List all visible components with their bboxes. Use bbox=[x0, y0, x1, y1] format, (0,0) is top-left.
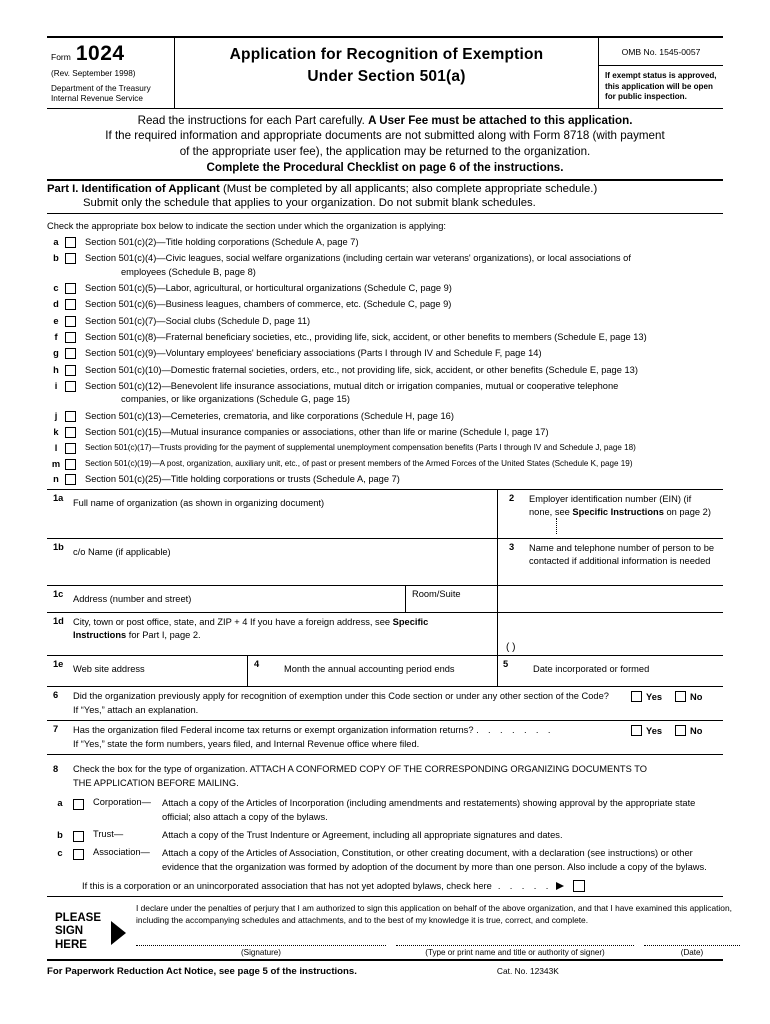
field-label: Date incorporated or formed bbox=[533, 664, 650, 675]
checkbox-row-k[interactable] bbox=[47, 426, 723, 439]
question-6-yesno bbox=[631, 690, 723, 717]
instruction-line-1 bbox=[47, 113, 723, 129]
field-label bbox=[529, 493, 717, 518]
field-1c-group bbox=[47, 586, 497, 612]
item-text-cont: companies, or like organizations (Schedule G, page 15) bbox=[121, 394, 350, 405]
field-row-1d bbox=[47, 613, 723, 656]
signature-block bbox=[47, 897, 732, 961]
field-label: Address (number and street) bbox=[73, 594, 192, 605]
question-7 bbox=[47, 721, 723, 755]
field-1a[interactable] bbox=[47, 490, 497, 538]
item-text bbox=[76, 331, 647, 344]
field-number: 2 bbox=[509, 493, 515, 504]
item-text-main: Section 501(c)(6)—Business leagues, chambers of commerce, etc. (Schedule C, page 9) bbox=[85, 299, 452, 310]
question-6-yes[interactable] bbox=[631, 691, 662, 702]
question-6-line-1: Did the organization previously apply for recognition of exemption under this Code section or under any other section of the Code? bbox=[73, 691, 609, 702]
room-suite-label: Room/Suite bbox=[412, 589, 461, 600]
instruction-line-3: of the appropriate user fee), the application may be returned to the organization. bbox=[179, 145, 591, 159]
checkbox-501c6[interactable] bbox=[65, 299, 76, 310]
question-7-line-1: Has the organization filed Federal income tax returns or exempt organization information returns? bbox=[73, 725, 474, 736]
form-number: 1024 bbox=[75, 42, 125, 65]
sign-here-arrow-icon bbox=[111, 921, 126, 945]
no-bylaws-text: If this is a corporation or an unincorporated association that has not yet adopted bylaws, check here bbox=[82, 880, 492, 891]
item-text-main: Section 501(c)(25)—Title holding corporations or trusts (Schedule A, page 7) bbox=[85, 473, 400, 484]
org-type-label: Corporation— bbox=[93, 797, 151, 808]
question-7-yesno bbox=[631, 724, 723, 751]
field-2-specific-instructions: Specific Instructions bbox=[572, 506, 664, 517]
checkbox-row-l[interactable] bbox=[47, 442, 723, 454]
question-7-no[interactable] bbox=[675, 725, 702, 736]
item-text-main: Section 501(c)(15)—Mutual insurance companies or associations, other than life or marine (Schedule I, page 17) bbox=[85, 427, 549, 438]
item-letter: f bbox=[54, 332, 58, 343]
part-1-subheading: Submit only the schedule that applies to your organization. Do not submit blank schedules. bbox=[83, 197, 536, 210]
item-text bbox=[76, 458, 633, 469]
item-letter: l bbox=[54, 443, 58, 454]
printed-name-rule bbox=[396, 944, 634, 946]
part-1-title-note: (Must be completed by all applicants; also complete appropriate schedule.) bbox=[219, 182, 598, 195]
question-8-heading bbox=[47, 763, 723, 790]
checkbox-association[interactable] bbox=[73, 849, 84, 860]
signature-caption: (Signature) bbox=[240, 948, 282, 958]
checkbox-row-i[interactable] bbox=[47, 380, 723, 406]
perjury-declaration: I declare under the penalties of perjury that I am authorized to sign this application on behalf of the above organization, and that I have examined this application, including the accompanying schedules and attachments, and to the best of my knowledge it is true, correct, and complete. bbox=[136, 902, 732, 925]
field-number: 4 bbox=[254, 659, 260, 670]
item-letter: m bbox=[51, 458, 61, 469]
sign-label: SIGN bbox=[55, 925, 84, 938]
checkbox-row-h[interactable] bbox=[47, 364, 723, 377]
item-letter: a bbox=[57, 798, 63, 809]
checkbox-yes[interactable] bbox=[631, 691, 642, 702]
phone-parentheses: ( ) bbox=[506, 642, 516, 654]
item-letter: g bbox=[53, 348, 59, 359]
right-arrow-icon bbox=[556, 882, 564, 890]
field-1e-4-group bbox=[47, 656, 497, 686]
instruction-line-1-plain: Read the instructions for each Part carefully. bbox=[137, 113, 369, 127]
field-row-1c bbox=[47, 586, 723, 613]
field-number: 3 bbox=[509, 542, 515, 553]
date-caption: (Date) bbox=[680, 948, 704, 958]
item-text bbox=[76, 364, 638, 377]
item-letter: b bbox=[53, 253, 59, 264]
checkbox-501c4[interactable] bbox=[65, 253, 76, 264]
checkbox-corporation[interactable] bbox=[73, 799, 84, 810]
checkbox-no-bylaws[interactable] bbox=[573, 880, 585, 892]
item-letter: a bbox=[53, 236, 59, 247]
form-title-line-1: Application for Recognition of Exemption bbox=[229, 46, 544, 63]
org-type-row-trust[interactable] bbox=[47, 829, 723, 843]
field-row-1a-2 bbox=[47, 490, 723, 539]
field-1d-specific: Specific bbox=[392, 617, 429, 628]
paperwork-reduction-notice: For Paperwork Reduction Act Notice, see page 5 of the instructions. bbox=[47, 966, 357, 978]
field-2-label-b-pre: none, see bbox=[529, 506, 573, 517]
question-8-line-2: THE APPLICATION BEFORE MAILING. bbox=[73, 777, 239, 788]
checkbox-501c5[interactable] bbox=[65, 283, 76, 294]
checkbox-trust[interactable] bbox=[73, 831, 84, 842]
form-revision-date: (Rev. September 1998) bbox=[51, 69, 136, 78]
item-text-main: Section 501(c)(19)—A post, organization, auxiliary unit, etc., of past or present members of the Armed Forces of the United States (Schedule K, page 19) bbox=[85, 458, 633, 468]
checkbox-501c2[interactable] bbox=[65, 237, 76, 248]
checkbox-501c7[interactable] bbox=[65, 316, 76, 327]
field-label bbox=[529, 542, 717, 567]
field-row-1b-3 bbox=[47, 539, 723, 586]
field-1d-inner bbox=[47, 616, 493, 641]
item-text-main: Section 501(c)(8)—Fraternal beneficiary societies, etc., providing life, sick, accident, or other benefits to members (Schedule E, page 13) bbox=[85, 332, 647, 343]
question-7-line-2: If “Yes,” state the form numbers, years filed, and Internal Revenue office where filed. bbox=[73, 738, 420, 749]
checkbox-501c25[interactable] bbox=[65, 474, 76, 485]
form-identity-block bbox=[47, 38, 175, 108]
field-3-phone[interactable] bbox=[497, 613, 723, 655]
yes-label: Yes bbox=[646, 691, 663, 702]
field-5-date-incorporated[interactable] bbox=[497, 656, 723, 686]
org-type-row-corporation[interactable] bbox=[47, 797, 723, 825]
field-number: 5 bbox=[503, 659, 509, 670]
signature-lines bbox=[136, 944, 740, 957]
checkbox-row-b[interactable] bbox=[47, 252, 723, 278]
question-number: 8 bbox=[53, 764, 59, 775]
item-letter: i bbox=[54, 381, 58, 392]
item-text bbox=[76, 442, 636, 453]
form-footer bbox=[47, 961, 723, 977]
item-text-cont: employees (Schedule B, page 8) bbox=[121, 266, 256, 277]
org-type-description: Attach a copy of the Trust Indenture or Agreement, including all appropriate signatures and dates. bbox=[162, 829, 563, 840]
no-label: No bbox=[690, 691, 703, 702]
checkbox-501c8[interactable] bbox=[65, 332, 76, 343]
item-letter: d bbox=[53, 299, 59, 310]
field-1c-address[interactable] bbox=[47, 586, 405, 612]
item-text bbox=[76, 473, 400, 486]
applicant-fields-grid bbox=[47, 489, 723, 686]
item-text-main: Section 501(c)(5)—Labor, agricultural, or horticultural organizations (Schedule C, page 9) bbox=[85, 282, 452, 293]
form-word-label: Form bbox=[51, 52, 71, 62]
no-bylaws-line[interactable] bbox=[47, 880, 723, 892]
checkbox-row-n[interactable] bbox=[47, 473, 723, 486]
date-field[interactable] bbox=[644, 944, 740, 957]
please-sign-here-label bbox=[47, 900, 107, 957]
item-letter: h bbox=[53, 364, 59, 375]
question-6-body bbox=[73, 690, 631, 717]
signature-rule bbox=[136, 944, 386, 946]
checkbox-row-f[interactable] bbox=[47, 331, 723, 344]
field-1d-label-pre: City, town or post office, state, and ZIP + 4 If you have a foreign address, see bbox=[73, 617, 393, 628]
field-3-label-b: contacted if additional information is needed bbox=[529, 555, 711, 566]
field-label: Web site address bbox=[73, 664, 145, 675]
department-label: Department of the Treasury bbox=[51, 84, 151, 93]
question-7-dot-leader: . . . . . . . bbox=[476, 725, 554, 736]
field-number: 1a bbox=[53, 493, 64, 504]
item-text bbox=[76, 298, 451, 311]
field-2-label-b-post: on page 2) bbox=[663, 506, 711, 517]
item-letter: c bbox=[57, 847, 63, 858]
form-number-line bbox=[51, 42, 168, 66]
field-1d-instructions: Instructions bbox=[73, 629, 127, 640]
no-bylaws-dot-leader: . . . . . bbox=[497, 880, 552, 891]
catalog-number: Cat. No. 12343K bbox=[496, 966, 559, 977]
ein-dotted-divider bbox=[556, 518, 557, 534]
form-masthead bbox=[47, 36, 723, 108]
question-number: 7 bbox=[53, 724, 59, 735]
item-letter: k bbox=[53, 427, 59, 438]
printed-name-caption: (Type or print name and title or authority of signer) bbox=[425, 948, 605, 958]
field-label: c/o Name (if applicable) bbox=[73, 547, 171, 558]
field-1d-label-post: for Part I, page 2. bbox=[126, 629, 201, 640]
item-text bbox=[76, 282, 452, 295]
checkbox-intro: Check the appropriate box below to indicate the section under which the organization is applying: bbox=[47, 220, 446, 231]
item-text bbox=[76, 410, 454, 423]
checkbox-row-c[interactable] bbox=[47, 282, 723, 295]
field-2-ein[interactable] bbox=[497, 490, 723, 538]
field-number: 1c bbox=[53, 589, 64, 600]
field-1e-website[interactable] bbox=[47, 656, 247, 686]
item-text-main: Section 501(c)(7)—Social clubs (Schedule D, page 11) bbox=[85, 315, 311, 326]
declaration-area bbox=[126, 900, 740, 957]
checkbox-501c15[interactable] bbox=[65, 427, 76, 438]
org-type-description: Attach a copy of the Articles of Incorporation (including amendments and restatements) showing approval by the appropriate state official; also attach a copy of the bylaws. bbox=[162, 798, 696, 822]
item-letter: c bbox=[53, 282, 59, 293]
item-text bbox=[76, 426, 549, 439]
field-3-contact[interactable] bbox=[497, 539, 723, 585]
item-text-main: Section 501(c)(12)—Benevolent life insurance associations, mutual ditch or irrigation companies, mutual or cooperative telephone bbox=[85, 381, 619, 392]
top-instructions bbox=[47, 108, 723, 179]
organization-type-list bbox=[47, 797, 723, 875]
form-1024-page bbox=[47, 36, 732, 978]
checkbox-501c19[interactable] bbox=[65, 459, 76, 470]
item-text bbox=[76, 315, 310, 328]
form-title-block bbox=[175, 38, 599, 108]
question-8-heading-text bbox=[73, 763, 723, 790]
instruction-line-1-bold: A User Fee must be attached to this application. bbox=[368, 113, 633, 127]
checkbox-501c12[interactable] bbox=[65, 381, 76, 392]
field-label bbox=[73, 616, 428, 641]
public-inspection-notice: If exempt status is approved, this application will be open for public inspection. bbox=[605, 71, 717, 102]
form-title-line-2: Under Section 501(a) bbox=[307, 68, 466, 85]
org-type-label: Association— bbox=[93, 846, 150, 857]
question-7-body bbox=[73, 724, 631, 751]
field-1b[interactable] bbox=[47, 539, 497, 585]
question-8-line-1: Check the box for the type of organization. ATTACH A CONFORMED COPY OF THE CORRESPONDING ORGANIZING DOCUMENTS TO bbox=[73, 764, 647, 775]
item-letter: n bbox=[53, 473, 59, 484]
checkbox-yes[interactable] bbox=[631, 725, 642, 736]
field-3-label-a: Name and telephone number of person to be bbox=[529, 543, 715, 554]
checkbox-row-m[interactable] bbox=[47, 458, 723, 470]
question-number: 6 bbox=[53, 690, 59, 701]
signature-field[interactable] bbox=[136, 944, 386, 957]
item-text-main: Section 501(c)(10)—Domestic fraternal societies, orders, etc., not providing life, sick, accident, or other benefits (Schedule E, page 13) bbox=[85, 364, 638, 375]
field-1c-room-suite[interactable] bbox=[405, 586, 497, 612]
checkbox-no[interactable] bbox=[675, 725, 686, 736]
field-number: 1d bbox=[53, 616, 64, 627]
org-type-row-association[interactable] bbox=[47, 847, 723, 875]
item-text-main: Section 501(c)(9)—Voluntary employees' beneficiary associations (Parts I through IV and Schedule F, page 14) bbox=[85, 348, 542, 359]
field-4-accounting-period[interactable] bbox=[247, 656, 497, 686]
checkbox-row-d[interactable] bbox=[47, 298, 723, 311]
checkbox-501c10[interactable] bbox=[65, 365, 76, 376]
item-text-main: Section 501(c)(2)—Title holding corporations (Schedule A, page 7) bbox=[85, 236, 359, 247]
printed-name-field[interactable] bbox=[396, 944, 634, 957]
checkbox-row-a[interactable] bbox=[47, 236, 723, 249]
item-letter: j bbox=[54, 410, 58, 421]
question-8 bbox=[47, 755, 723, 897]
part-1-title: Part I. Identification of Applicant bbox=[47, 182, 220, 195]
item-text-main: Section 501(c)(13)—Cemeteries, crematoria, and like corporations (Schedule H, page 16) bbox=[85, 410, 454, 421]
field-3-continuation[interactable] bbox=[497, 586, 723, 612]
checkbox-row-e[interactable] bbox=[47, 315, 723, 328]
yes-label: Yes bbox=[646, 725, 663, 736]
field-label: Full name of organization (as shown in organizing document) bbox=[73, 498, 325, 509]
checkbox-501c13[interactable] bbox=[65, 411, 76, 422]
checkbox-501c17[interactable] bbox=[65, 443, 76, 454]
instruction-line-4: Complete the Procedural Checklist on page 6 of the instructions. bbox=[206, 160, 564, 174]
omb-number: OMB No. 1545-0057 bbox=[599, 38, 723, 66]
field-row-1e-4-5 bbox=[47, 656, 723, 686]
question-6-line-2: If “Yes,” attach an explanation. bbox=[73, 704, 199, 715]
field-number: 1e bbox=[53, 659, 64, 670]
section-checkbox-list bbox=[47, 236, 723, 486]
field-1d[interactable] bbox=[47, 613, 497, 655]
item-text bbox=[76, 380, 618, 406]
checkbox-no[interactable] bbox=[675, 691, 686, 702]
no-label: No bbox=[690, 725, 703, 736]
checkbox-row-j[interactable] bbox=[47, 410, 723, 423]
please-label: PLEASE bbox=[55, 911, 102, 924]
item-letter: b bbox=[57, 829, 63, 840]
field-number: 1b bbox=[53, 542, 64, 553]
field-2-inner bbox=[503, 493, 717, 518]
org-type-description: Attach a copy of the Articles of Association, Constitution, or other creating document, with a declaration (see instructions) or other evidence that the organization was formed by adoption of the document by more than one person. Also include a copy of the bylaws. bbox=[162, 847, 707, 872]
item-text bbox=[76, 236, 359, 249]
field-label: Month the annual accounting period ends bbox=[284, 664, 455, 675]
field-3-inner bbox=[503, 542, 717, 567]
date-rule bbox=[644, 944, 740, 946]
item-text-main: Section 501(c)(4)—Civic leagues, social welfare organizations (including certain war veterans' organizations), or local associations of bbox=[85, 253, 631, 264]
checkbox-row-g[interactable] bbox=[47, 347, 723, 360]
item-letter: e bbox=[53, 315, 59, 326]
omb-block bbox=[599, 38, 723, 108]
item-text-main: Section 501(c)(17)—Trusts providing for the payment of supplemental unemployment compensation benefits (Parts I through IV and Schedule J, page 18) bbox=[85, 443, 636, 453]
item-text bbox=[76, 252, 631, 278]
item-text bbox=[76, 347, 542, 360]
question-6-no[interactable] bbox=[675, 691, 702, 702]
agency-label: Internal Revenue Service bbox=[51, 94, 143, 103]
issuing-agency bbox=[51, 84, 168, 104]
question-7-yes[interactable] bbox=[631, 725, 662, 736]
here-label: HERE bbox=[55, 938, 87, 951]
part-1-heading bbox=[47, 179, 723, 214]
checkbox-501c9[interactable] bbox=[65, 348, 76, 359]
org-type-label: Trust— bbox=[93, 828, 124, 839]
field-2-label-a: Employer identification number (EIN) (if bbox=[529, 494, 692, 505]
question-6 bbox=[47, 686, 723, 721]
instruction-line-2: If the required information and appropriate documents are not submitted along with Form 8718 (with payment bbox=[105, 129, 665, 143]
